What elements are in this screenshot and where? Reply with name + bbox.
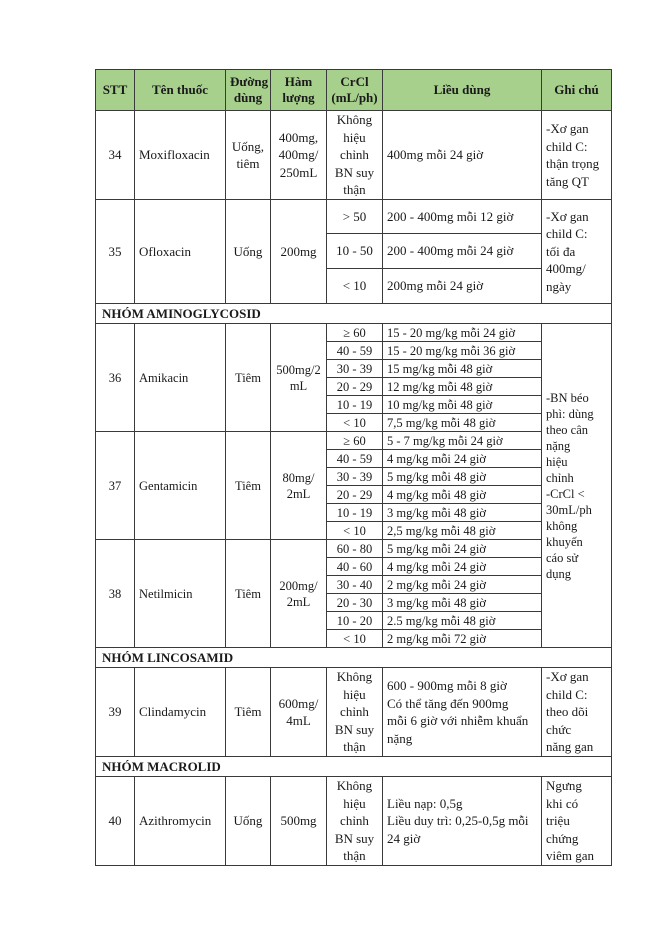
- dose-cell: 12 mg/kg mỗi 48 giờ: [383, 378, 542, 396]
- crcl-cell: 20 - 30: [327, 594, 383, 612]
- drug-name-cell: Amikacin: [135, 324, 226, 432]
- header-route: Đường dùng: [226, 70, 271, 111]
- dose-cell: 3 mg/kg mỗi 48 giờ: [383, 504, 542, 522]
- dose-cell: 2.5 mg/kg mỗi 48 giờ: [383, 612, 542, 630]
- crcl-cell: 40 - 60: [327, 558, 383, 576]
- dose-cell: 200 - 400mg mỗi 24 giờ: [383, 234, 542, 269]
- header-note: Ghi chú: [542, 70, 612, 111]
- header-crcl: CrCl (mL/ph): [327, 70, 383, 111]
- route-cell: Tiêm: [226, 432, 271, 540]
- crcl-cell: Không hiệu chỉnh BN suy thận: [327, 777, 383, 866]
- dose-cell: 15 - 20 mg/kg mỗi 36 giờ: [383, 342, 542, 360]
- stt-cell: 37: [96, 432, 135, 540]
- stt-cell: 40: [96, 777, 135, 866]
- drug-name-cell: Clindamycin: [135, 668, 226, 757]
- drug-name-cell: Gentamicin: [135, 432, 226, 540]
- dose-cell: 2,5 mg/kg mỗi 48 giờ: [383, 522, 542, 540]
- crcl-cell: 10 - 19: [327, 504, 383, 522]
- route-cell: Tiêm: [226, 540, 271, 648]
- stt-cell: 34: [96, 111, 135, 200]
- crcl-cell: 60 - 80: [327, 540, 383, 558]
- drug-name-cell: Ofloxacin: [135, 200, 226, 304]
- stt-cell: 36: [96, 324, 135, 432]
- stt-cell: 38: [96, 540, 135, 648]
- dose-cell: 7,5 mg/kg mỗi 48 giờ: [383, 414, 542, 432]
- route-cell: Uống: [226, 777, 271, 866]
- strength-cell: 600mg/ 4mL: [271, 668, 327, 757]
- crcl-cell: > 50: [327, 200, 383, 234]
- strength-cell: 80mg/ 2mL: [271, 432, 327, 540]
- dose-cell: 3 mg/kg mỗi 48 giờ: [383, 594, 542, 612]
- note-cell: Ngưng khi có triệu chứng viêm gan: [542, 777, 612, 866]
- crcl-cell: 30 - 39: [327, 468, 383, 486]
- crcl-cell: < 10: [327, 630, 383, 648]
- dose-cell: 200mg mỗi 24 giờ: [383, 269, 542, 304]
- table-row: [96, 200, 612, 234]
- drug-dosing-table: [95, 69, 612, 866]
- crcl-cell: Không hiệu chỉnh BN suy thận: [327, 111, 383, 200]
- crcl-cell: < 10: [327, 269, 383, 304]
- dose-cell: 5 - 7 mg/kg mỗi 24 giờ: [383, 432, 542, 450]
- group-row: [96, 304, 612, 324]
- crcl-cell: < 10: [327, 522, 383, 540]
- dose-cell: 200 - 400mg mỗi 12 giờ: [383, 200, 542, 234]
- crcl-cell: 10 - 50: [327, 234, 383, 269]
- header-drug-name: Tên thuốc: [135, 70, 226, 111]
- group-row: [96, 648, 612, 668]
- dose-cell: 400mg mỗi 24 giờ: [383, 111, 542, 200]
- dose-cell: 5 mg/kg mỗi 24 giờ: [383, 540, 542, 558]
- table-row: [96, 111, 612, 200]
- dose-cell: 4 mg/kg mỗi 48 giờ: [383, 486, 542, 504]
- dose-cell: 10 mg/kg mỗi 48 giờ: [383, 396, 542, 414]
- drug-name-cell: Netilmicin: [135, 540, 226, 648]
- drug-name-cell: Moxifloxacin: [135, 111, 226, 200]
- route-cell: Uống, tiêm: [226, 111, 271, 200]
- group-title: NHÓM LINCOSAMID: [96, 648, 612, 668]
- route-cell: Tiêm: [226, 668, 271, 757]
- strength-cell: 200mg/ 2mL: [271, 540, 327, 648]
- crcl-cell: ≥ 60: [327, 324, 383, 342]
- group-title: NHÓM MACROLID: [96, 757, 612, 777]
- note-cell: -Xơ gan child C: tối đa 400mg/ ngày: [542, 200, 612, 304]
- crcl-cell: 10 - 19: [327, 396, 383, 414]
- table-row: [96, 668, 612, 757]
- strength-cell: 200mg: [271, 200, 327, 304]
- strength-cell: 500mg: [271, 777, 327, 866]
- dose-cell: 15 mg/kg mỗi 48 giờ: [383, 360, 542, 378]
- note-cell: -Xơ gan child C: theo dõi chức năng gan: [542, 668, 612, 757]
- dose-cell: Liều nạp: 0,5g Liều duy trì: 0,25-0,5g mỗi 24 giờ: [383, 777, 542, 866]
- crcl-cell: 40 - 59: [327, 450, 383, 468]
- dose-cell: 15 - 20 mg/kg mỗi 24 giờ: [383, 324, 542, 342]
- group-title: NHÓM AMINOGLYCOSID: [96, 304, 612, 324]
- table-row: [96, 324, 612, 342]
- dose-cell: 5 mg/kg mỗi 48 giờ: [383, 468, 542, 486]
- crcl-cell: ≥ 60: [327, 432, 383, 450]
- crcl-cell: Không hiệu chỉnh BN suy thận: [327, 668, 383, 757]
- route-cell: Uống: [226, 200, 271, 304]
- dose-cell: 4 mg/kg mỗi 24 giờ: [383, 450, 542, 468]
- drug-name-cell: Azithromycin: [135, 777, 226, 866]
- dose-cell: 2 mg/kg mỗi 72 giờ: [383, 630, 542, 648]
- route-cell: Tiêm: [226, 324, 271, 432]
- header-dose: Liều dùng: [383, 70, 542, 111]
- crcl-cell: 40 - 59: [327, 342, 383, 360]
- header-strength: Hàm lượng: [271, 70, 327, 111]
- table-row: [96, 777, 612, 866]
- table-row: [96, 540, 612, 558]
- note-cell: -Xơ gan child C: thận trọng tăng QT: [542, 111, 612, 200]
- crcl-cell: 30 - 40: [327, 576, 383, 594]
- dose-cell: 600 - 900mg mỗi 8 giờ Có thể tăng đến 900mg mỗi 6 giờ với nhiễm khuẩn nặng: [383, 668, 542, 757]
- stt-cell: 39: [96, 668, 135, 757]
- note-cell: -BN béo phì: dùng theo cân nặng hiệu chỉnh -CrCl < 30mL/ph không khuyến cáo sử dụng: [542, 324, 612, 648]
- header-row: [96, 70, 612, 111]
- header-stt: STT: [96, 70, 135, 111]
- crcl-cell: < 10: [327, 414, 383, 432]
- table-row: [96, 432, 612, 450]
- dose-cell: 2 mg/kg mỗi 24 giờ: [383, 576, 542, 594]
- strength-cell: 400mg, 400mg/ 250mL: [271, 111, 327, 200]
- crcl-cell: 10 - 20: [327, 612, 383, 630]
- crcl-cell: 30 - 39: [327, 360, 383, 378]
- crcl-cell: 20 - 29: [327, 486, 383, 504]
- stt-cell: 35: [96, 200, 135, 304]
- group-row: [96, 757, 612, 777]
- crcl-cell: 20 - 29: [327, 378, 383, 396]
- strength-cell: 500mg/2 mL: [271, 324, 327, 432]
- dose-cell: 4 mg/kg mỗi 24 giờ: [383, 558, 542, 576]
